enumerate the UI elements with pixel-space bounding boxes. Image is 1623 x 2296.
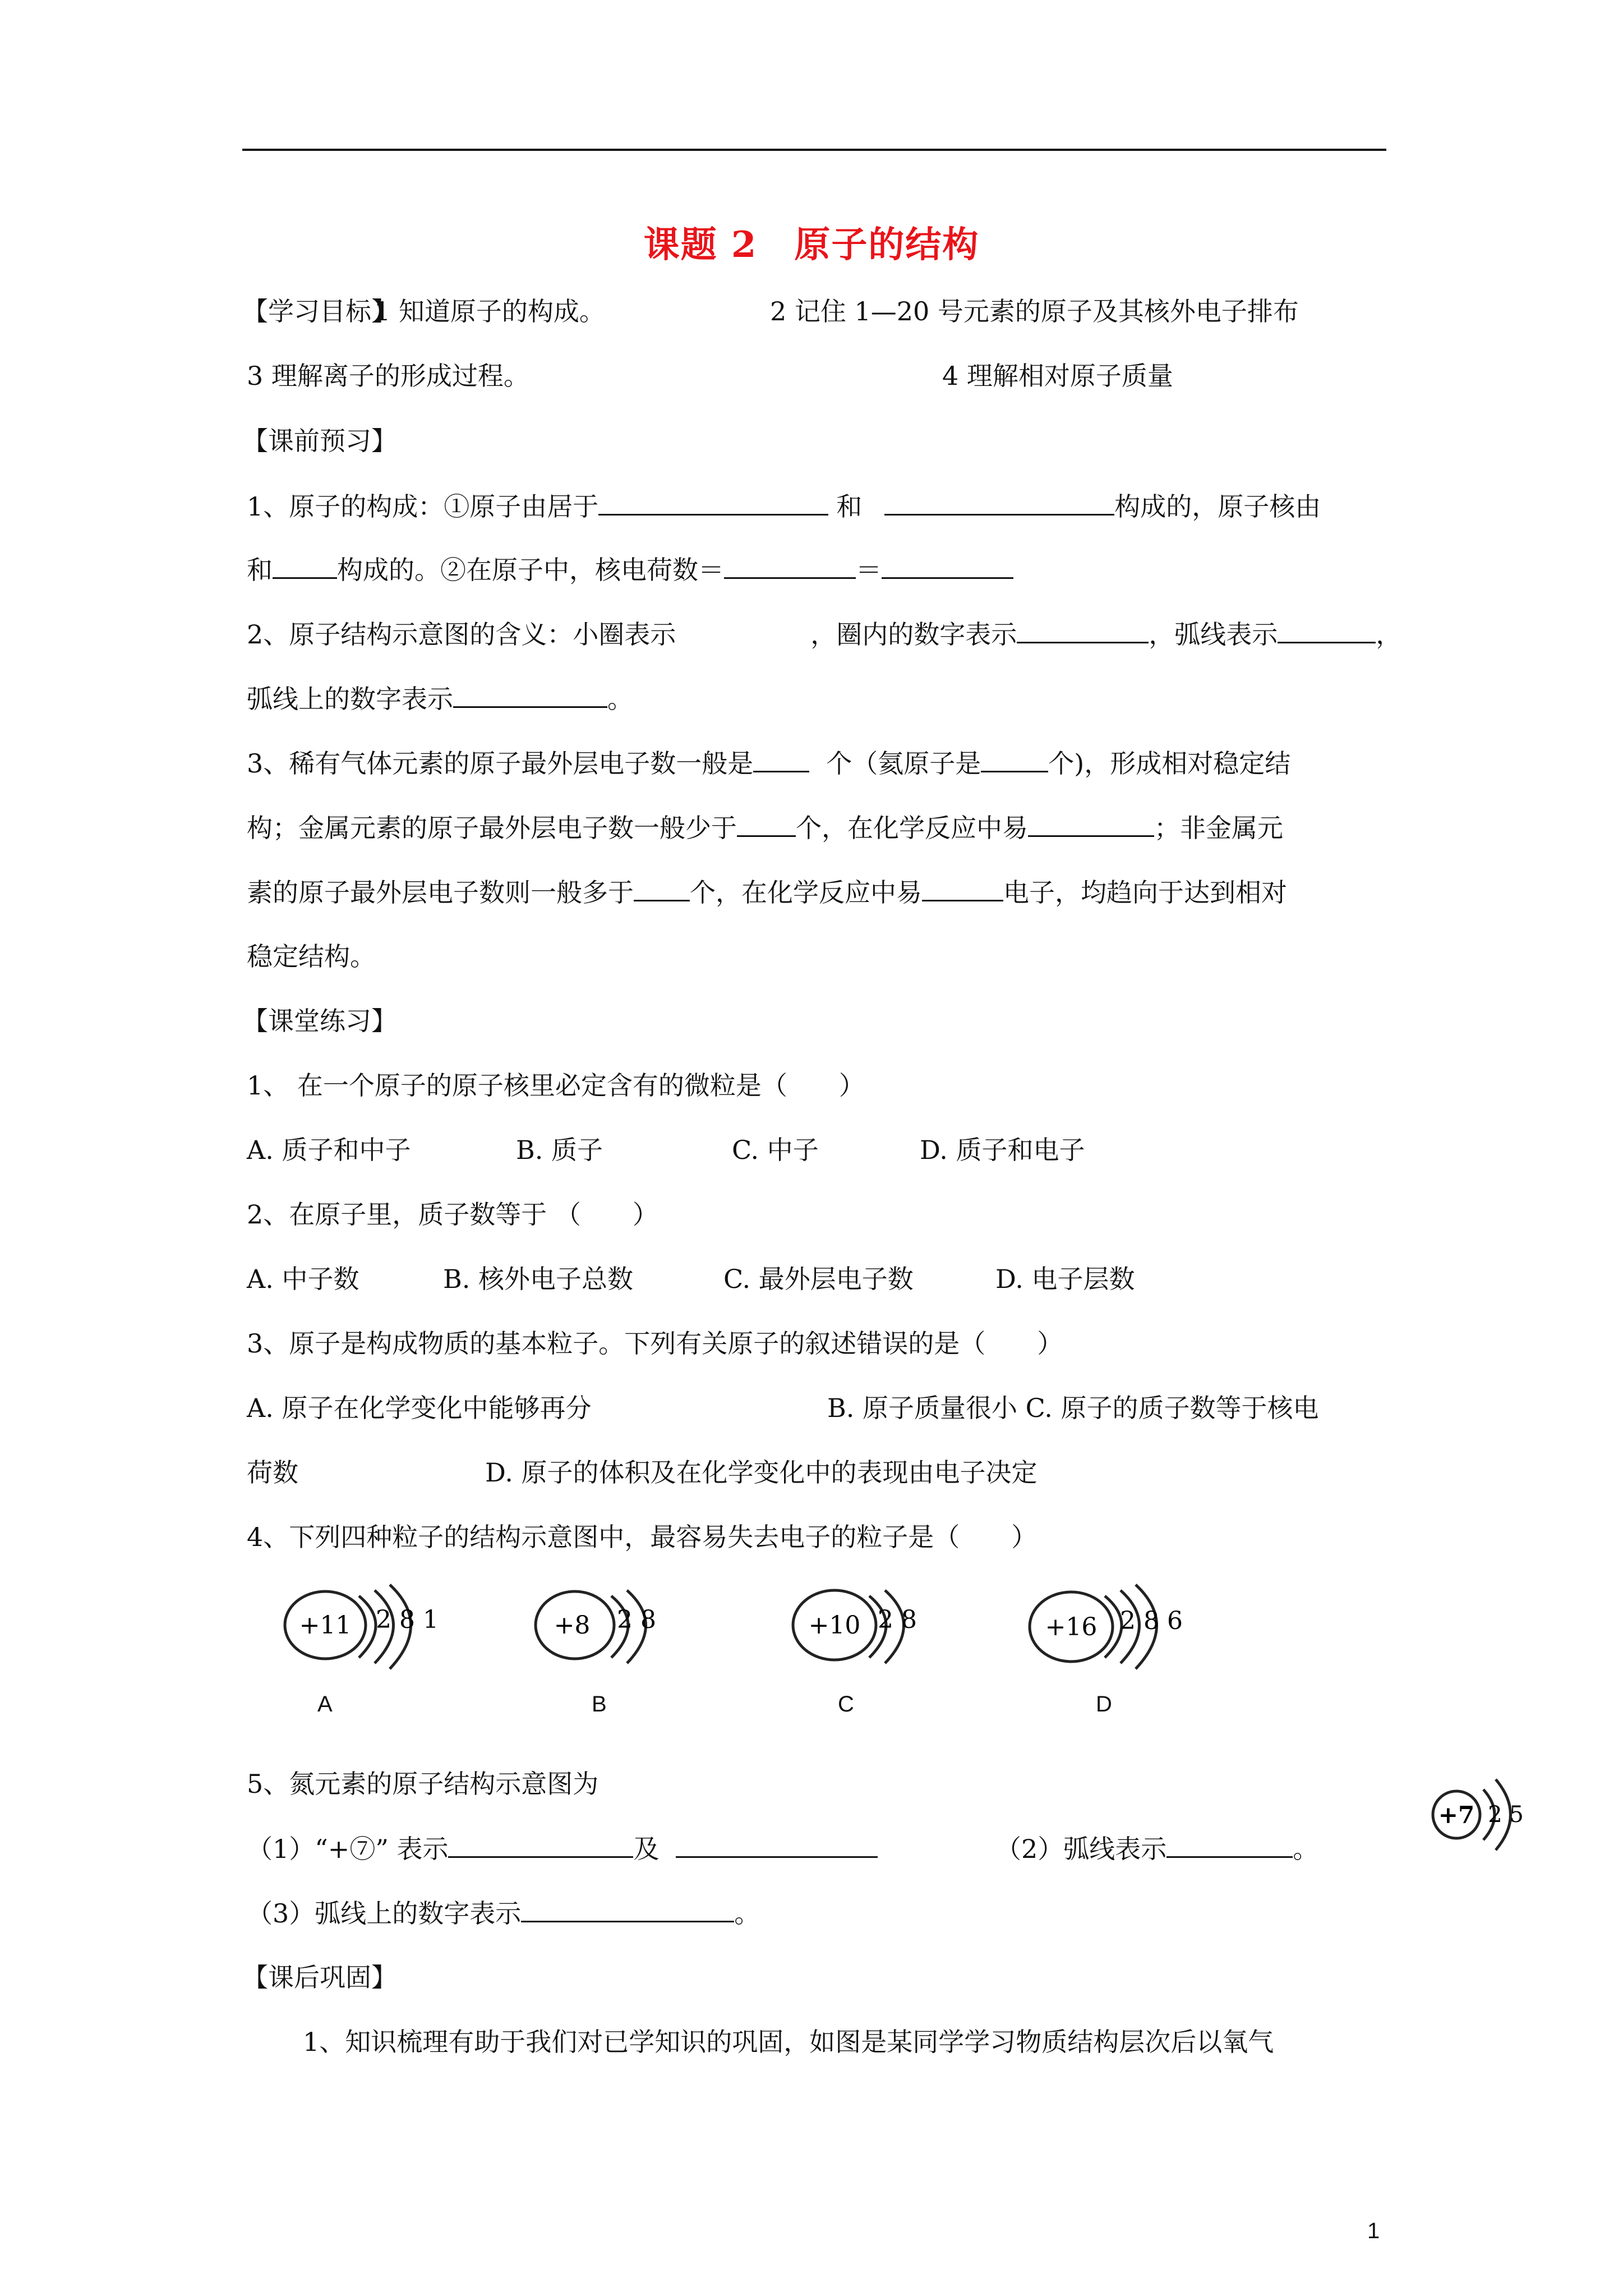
after-q1: 1、知识梳理有助于我们对已学知识的巩固，如图是某同学学习物质结构层次后以氧气 [303,2027,1274,2057]
shells-b: 2 8 [617,1605,656,1634]
shells-a: 2 8 1 [376,1605,439,1634]
preview-q1-line1: 1、原子的构成：①原子由居于 和 构成的，原子核由 [247,489,1321,523]
page-number: 1 [1367,2219,1380,2243]
preview-q3-line2: 构；金属元素的原子最外层电子数一般少于 个，在化学反应中易 ；非金属元 [247,811,1283,845]
practice-header: 【课堂练习】 [242,1006,397,1036]
practice-q5: 5、氮元素的原子结构示意图为 [247,1769,599,1799]
practice-q2: 2、在原子里，质子数等于 （ ） [247,1199,658,1230]
goal-2: 2 记住 1—20 号元素的原子及其核外电子排布 [770,296,1299,326]
diagram-label-d: D [1096,1692,1112,1717]
practice-q1-option-b: B. 质子 [516,1135,603,1165]
practice-q5-part2: （2）弧线表示 。 [995,1832,1318,1866]
preview-q2-line2: 弧线上的数字表示 。 [247,682,633,716]
nucleus-b: +8 [554,1611,591,1640]
practice-q3-option-a: A. 原子在化学变化中能够再分 [247,1393,592,1423]
practice-q3-option-c-cont: 荷数 [247,1457,298,1488]
practice-q5-part1: （1）“+⑦” 表示 及 [247,1832,878,1866]
atom-diagram-b [527,1571,673,1677]
nitrogen-atom-diagram [1427,1767,1528,1862]
after-header: 【课后巩固】 [242,1962,397,1993]
practice-q1-option-d: D. 质子和电子 [920,1135,1085,1165]
practice-q4: 4、下列四种粒子的结构示意图中，最容易失去电子的粒子是（ ） [247,1522,1038,1552]
shells-c: 2 8 [878,1605,917,1634]
practice-q5-part3: （3）弧线上的数字表示 。 [247,1896,760,1930]
preview-q2-line1: 2、原子结构示意图的含义：小圈表示 ，圈内的数字表示 ，弧线表示 ， [247,617,1401,651]
goal-4: 4 理解相对原子质量 [942,361,1173,391]
goal-3: 3 理解离子的形成过程。 [247,361,529,391]
preview-q3-line3: 素的原子最外层电子数则一般多于 个，在化学反应中易 电子，均趋向于达到相对 [247,875,1287,909]
diagram-label-a: A [317,1692,333,1717]
diagram-label-c: C [838,1692,854,1717]
practice-q2-option-c: C. 最外层电子数 [723,1264,914,1294]
goal-1: 1 知道原子的构成。 [374,296,605,326]
practice-q1-option-a: A. 质子和中子 [247,1135,411,1165]
practice-q2-option-d: D. 电子层数 [995,1264,1135,1294]
header-rule [242,149,1386,151]
diagram-label-b: B [592,1692,607,1717]
practice-q1: 1、 在一个原子的原子核里必定含有的微粒是（ ） [247,1070,865,1101]
practice-q1-option-c: C. 中子 [732,1135,819,1165]
nucleus-c: +10 [808,1611,861,1640]
practice-q3-option-bc: B. 原子质量很小 C. 原子的质子数等于核电 [827,1393,1319,1423]
nucleus-d: +16 [1045,1613,1098,1641]
practice-q3-option-d: D. 原子的体积及在化学变化中的表现由电子决定 [485,1457,1038,1488]
practice-q3: 3、原子是构成物质的基本粒子。下列有关原子的叙述错误的是（ ） [247,1328,1063,1359]
page-title: 课题 2 原子的结构 [643,224,980,266]
preview-q3-line4: 稳定结构。 [247,941,376,972]
atom-diagram-c [785,1571,931,1677]
shells-d: 2 8 6 [1120,1607,1183,1635]
practice-q2-option-b: B. 核外电子总数 [443,1264,634,1294]
atom-diagram-a [275,1571,460,1677]
preview-header: 【课前预习】 [242,426,397,456]
practice-q2-option-a: A. 中子数 [247,1264,359,1294]
preview-q3-line1: 3、稀有气体元素的原子最外层电子数一般是 个（氦原子是 个)，形成相对稳定结 [247,746,1290,780]
nitrogen-nucleus: +7 [1438,1801,1475,1829]
preview-q1-line2: 和 构成的。②在原子中，核电荷数＝ ＝ [247,553,1013,587]
atom-diagram-d [1021,1571,1206,1677]
nucleus-a: +11 [299,1611,352,1640]
nitrogen-shells: 2 5 [1488,1802,1524,1828]
goals-label: 【学习目标】 [242,296,397,326]
